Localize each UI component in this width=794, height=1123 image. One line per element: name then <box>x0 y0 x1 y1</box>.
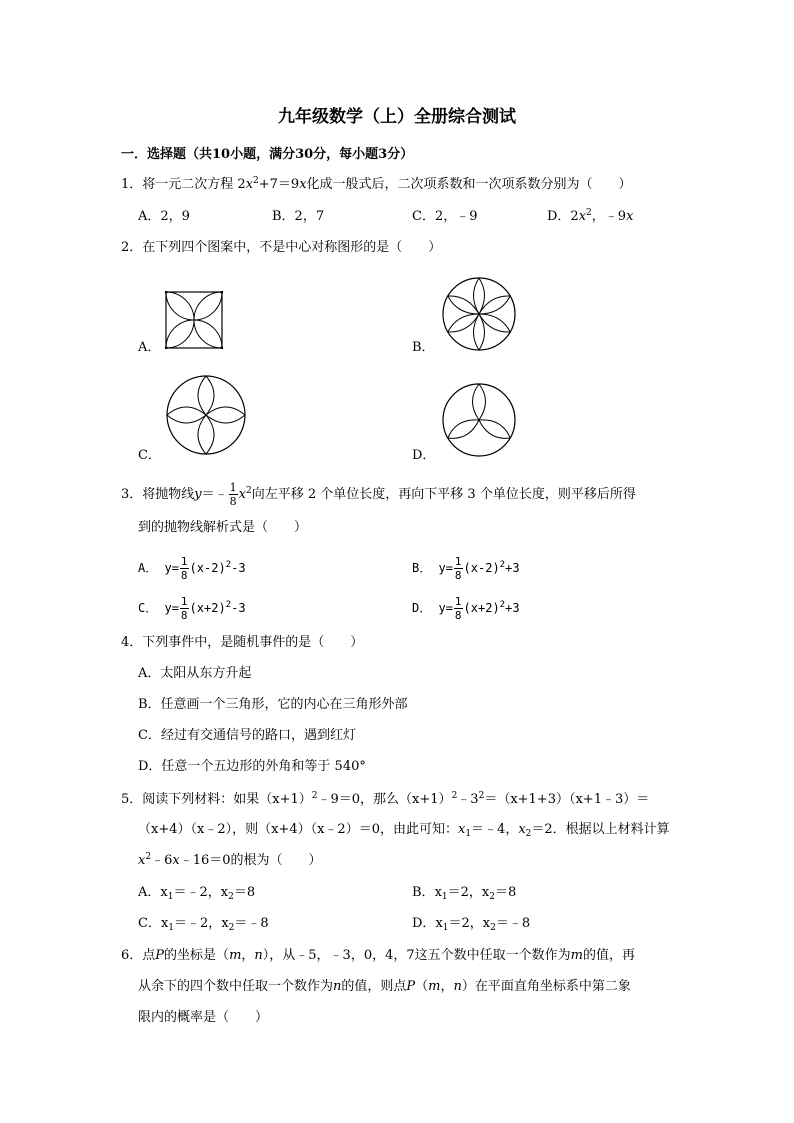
q5-option-d[interactable]: D．$x_1=2$，$x_2=﹣8$ <box>412 916 531 933</box>
q1-option-d[interactable]: D．$2x^2$，﹣9x <box>547 208 634 224</box>
q2-option-a-label[interactable]: A． <box>138 340 161 355</box>
q4-option-c[interactable]: C．经过有交通信号的路口，遇到红灯 <box>138 728 356 743</box>
q2-option-b-label[interactable]: B． <box>412 340 435 355</box>
q1-option-a[interactable]: A．2，9 <box>138 209 190 224</box>
q1-option-b[interactable]: B．2，7 <box>272 209 325 224</box>
q3-fraction: $\frac{1}{8}$ <box>229 481 237 508</box>
q3-option-d[interactable]: D． y= $\frac{1}{8}$ $(x+2)^2+3$ <box>412 595 520 622</box>
question-1: 1．将一元二次方程 $2x^2+7=9x$化成一般式后，二次项系数和一次项系数分别为（ ） <box>121 176 632 192</box>
q3-option-b[interactable]: B． y= $\frac{1}{8}$ $(x-2)^2+3$ <box>412 555 520 582</box>
question-6-line-2: 从余下的四个数中任取一个数作为n的值，则点P（m，n）在平面直角坐标系中第二象 <box>138 979 631 994</box>
question-3-cont: 到的抛物线解析式是（ ） <box>138 520 308 535</box>
q1-option-c[interactable]: C．2，﹣9 <box>412 209 478 224</box>
q4-option-b[interactable]: B．任意画一个三角形，它的内心在三角形外部 <box>138 697 408 712</box>
q2-figure-b-six-petal-flower[interactable] <box>441 276 517 352</box>
q2-figure-d-three-petal-circle[interactable] <box>441 382 517 458</box>
q2-figure-c-four-petal-circle[interactable] <box>165 374 247 456</box>
question-2: 2．在下列四个图案中，不是中心对称图形的是（ ） <box>121 240 442 255</box>
q3-option-a[interactable]: A． y= $\frac{1}{8}$ $(x-2)^2-3$ <box>138 555 246 582</box>
q2-option-d-label[interactable]: D． <box>412 448 436 463</box>
q2-option-c-label[interactable]: C． <box>138 448 161 463</box>
question-6-line-3: 限内的概率是（ ） <box>138 1010 269 1025</box>
question-5-line-3: $x^2﹣6x﹣16=0$的根为（ ） <box>138 852 322 868</box>
q5-option-c[interactable]: C．$x_1=﹣2$，$x_2=﹣8$ <box>138 916 269 933</box>
q2-figure-a-square-petals[interactable] <box>165 291 223 349</box>
question-5-line-2: （x+4）（x﹣2），则（x+4）（x﹣2）＝0，由此可知：$x_1=﹣4$，$x_2=2$．根据以上材料计算 <box>138 822 670 839</box>
page-title: 九年级数学（上）全册综合测试 <box>278 107 516 127</box>
q5-option-a[interactable]: A．$x_1=﹣2$，$x_2=8$ <box>138 885 256 902</box>
q4-option-a[interactable]: A．太阳从东方升起 <box>138 666 252 681</box>
question-4: 4．下列事件中，是随机事件的是（ ） <box>121 635 364 650</box>
section-heading: 一．选择题（共10小题，满分30分，每小题3分） <box>121 147 414 162</box>
q5-option-b[interactable]: B．$x_1=2$，$x_2=8$ <box>412 885 517 902</box>
question-3: 3．将抛物线y＝﹣ $\frac{1}{8}$ $x^2$向左平移 2 个单位长度，再向下平移 3 个单位长度，则平移后所得 <box>121 481 636 508</box>
q3-option-c[interactable]: C． y= $\frac{1}{8}$ $(x+2)^2-3$ <box>138 595 246 622</box>
question-6: 6．点P的坐标是（m，n），从﹣5，﹣3，0，4，7这五个数中任取一个数作为m的值，再 <box>121 948 635 963</box>
q4-option-d[interactable]: D．任意一个五边形的外角和等于 540° <box>138 759 366 774</box>
question-5: 5．阅读下列材料：如果$(x+1)^2﹣9=0$，那么$(x+1)^2﹣3^2=(x+1+3)(x+1﹣3)=$ <box>121 791 650 807</box>
